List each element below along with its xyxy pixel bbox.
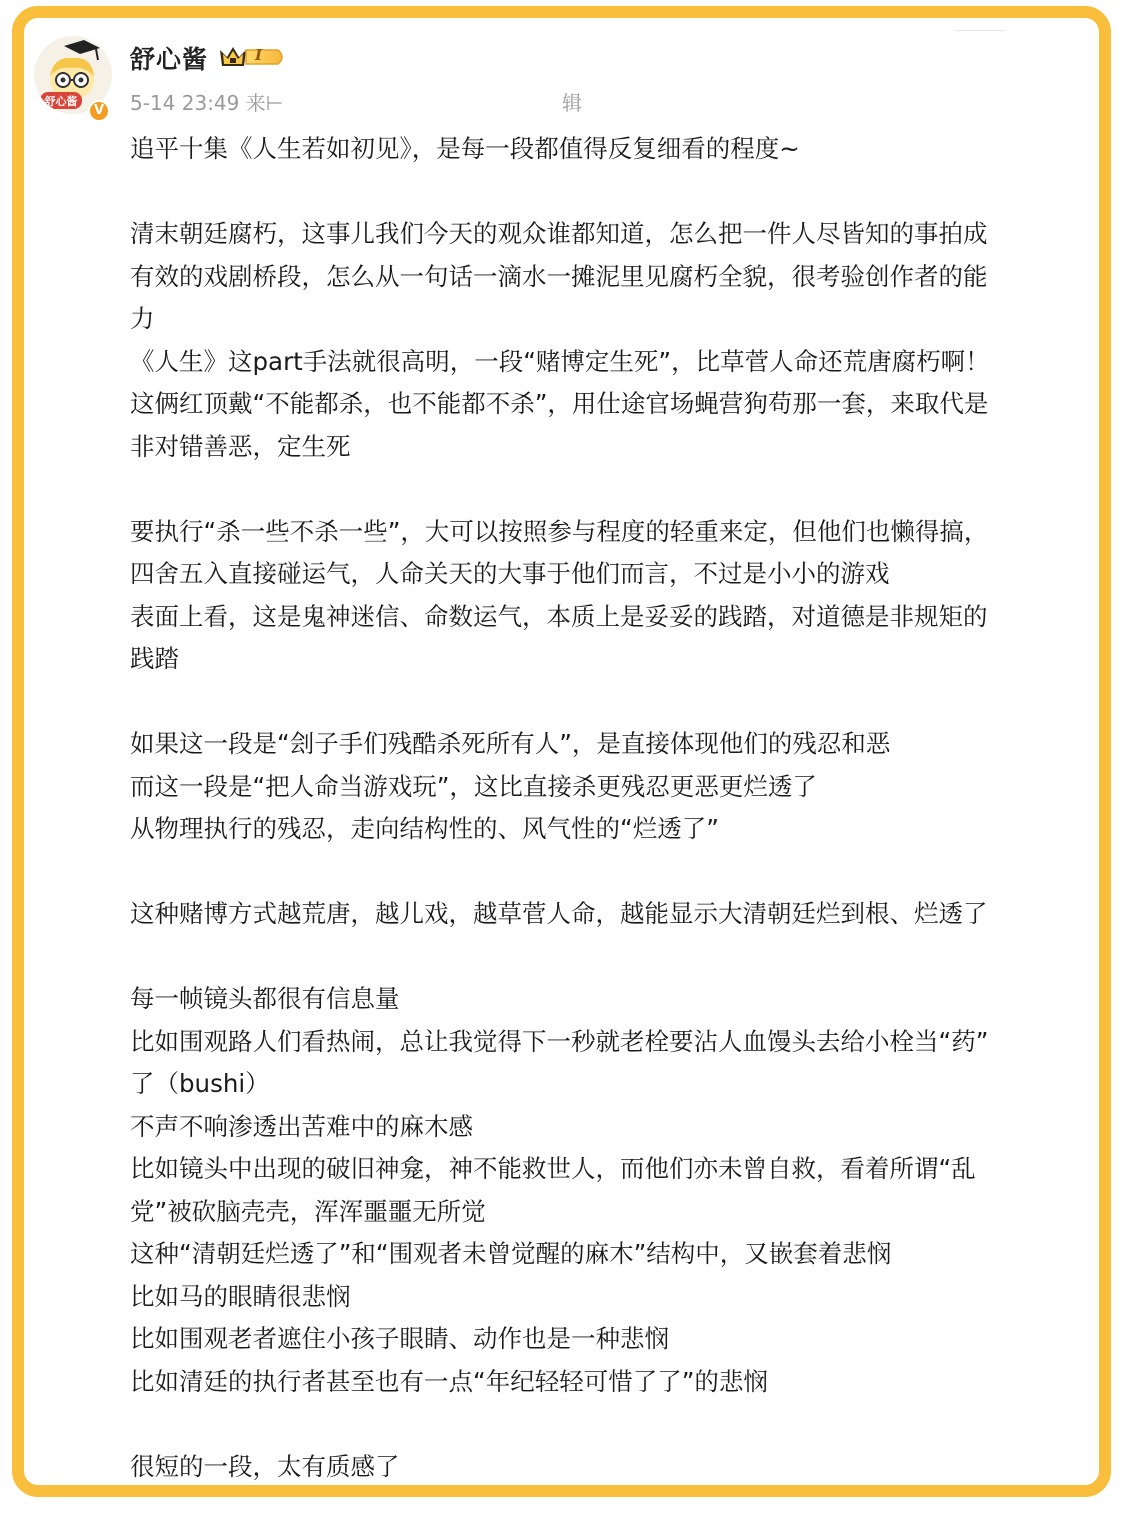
post-text-line: 有效的戏剧桥段，怎么从一句话一滴水一摊泥里见腐朽全貌，很考验创作者的能: [130, 261, 988, 291]
blank-line: [130, 468, 1090, 511]
post-text-line: 比如镜头中出现的破旧神龛，神不能救世人，而他们亦未曾自救，看着所谓“乱: [130, 1154, 976, 1183]
post-text: [130, 128, 1090, 1488]
blank-line: [130, 1403, 1090, 1446]
post-text-line: 而这一段是“把人命当游戏玩”，这比直接杀更残忍更恶更烂透了: [130, 771, 817, 801]
blank-line: [130, 851, 1090, 894]
post-text-line: 清末朝廷腐朽，这事儿我们今天的观众谁都知道，怎么把一件人尽皆知的事拍成: [130, 219, 988, 248]
blank-line: [130, 171, 1090, 214]
crown-level-icon: [218, 44, 288, 70]
post-meta: [130, 87, 582, 116]
username[interactable]: 舒心酱: [130, 45, 209, 74]
post-text-line: 不声不响渗透出苦难中的麻木感: [130, 1111, 473, 1141]
post-text-line: 四舍五入直接碰运气，人命关天的大事于他们而言，不过是小小的游戏: [130, 559, 890, 588]
member-level-badge[interactable]: [218, 44, 288, 70]
edited-label: 辑: [562, 91, 582, 115]
post-text-line: 党”被砍脑壳壳，浑浑噩噩无所觉: [130, 1196, 486, 1226]
post-text-line: 要执行“杀一些不杀一些”，大可以按照参与程度的轻重来定，但他们也懒得搞，: [130, 516, 989, 546]
post-text-line: 这种“清朝廷烂透了”和“围观者未曾觉醒的麻木”结构中，又嵌套着悲悯: [130, 1239, 892, 1268]
blank-line: [130, 936, 1090, 979]
post-time-source: 5-14 23:49 来⊢: [130, 91, 284, 115]
avatar-label: 舒心酱: [44, 95, 78, 108]
verified-v-icon: V: [88, 100, 110, 122]
post-text-line: 这俩红顶戴“不能都杀，也不能都不杀”，用仕途官场蝇营狗苟那一套，来取代是: [130, 389, 989, 418]
post-text-line: 每一帧镜头都很有信息量: [130, 984, 400, 1013]
post-text-line: 力: [130, 304, 155, 333]
divider: [955, 30, 1005, 31]
post-text-line: 比如围观路人们看热闹，总让我觉得下一秒就老栓要沾人血馒头去给小栓当“药”: [130, 1026, 989, 1056]
member-level: I: [255, 46, 263, 64]
post-text-line: 表面上看，这是鬼神迷信、命数运气，本质上是妥妥的践踏，对道德是非规矩的: [130, 601, 988, 631]
post-text-line: 这种赌博方式越荒唐，越儿戏，越草菅人命，越能显示大清朝廷烂到根、烂透了: [130, 899, 988, 928]
post-text-line: 追平十集《人生若如初见》，是每一段都值得反复细看的程度~: [130, 134, 800, 163]
post-text-line: 非对错善恶，定生死: [130, 431, 351, 461]
post-text-line: 比如围观老者遮住小孩子眼睛、动作也是一种悲悯: [130, 1324, 669, 1353]
post-text-line: 如果这一段是“刽子手们残酷杀死所有人”，是直接体现他们的残忍和恶: [130, 729, 891, 758]
post-text-line: 从物理执行的残忍，走向结构性的、风气性的“烂透了”: [130, 814, 719, 843]
blank-line: [130, 681, 1090, 724]
post-text-line: 了（bushi）: [130, 1069, 270, 1098]
post-text-line: 《人生》这part手法就很高明，一段“赌博定生死”，比草菅人命还荒唐腐朽啊！: [130, 346, 990, 376]
post-text-line: 很短的一段，太有质感了: [130, 1451, 400, 1481]
post-text-line: 践踏: [130, 644, 179, 673]
post-text-line: 比如马的眼睛很悲悯: [130, 1281, 351, 1311]
post-text-line: 比如清廷的执行者甚至也有一点“年纪轻轻可惜了了”的悲悯: [130, 1366, 768, 1396]
